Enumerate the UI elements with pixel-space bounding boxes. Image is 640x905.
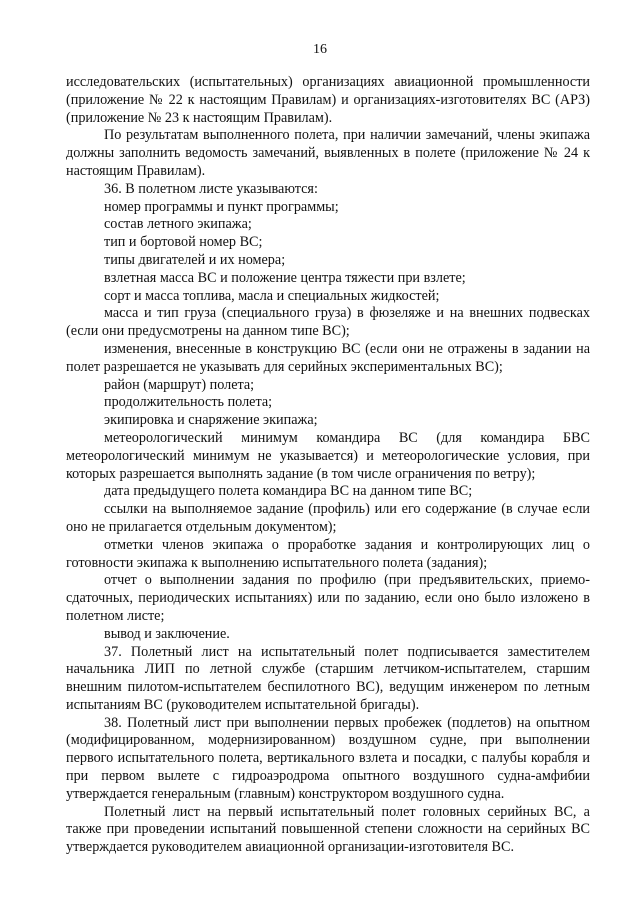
list-item: отметки членов экипажа о проработке задания и контролирующих лиц о готовности экипажа к выполнению испытательного полета (задания); [66, 536, 590, 571]
section-heading-36: 36. В полетном листе указываются: [104, 180, 318, 197]
list-item: экипировка и снаряжение экипажа; [104, 412, 318, 429]
list-item: типы двигателей и их номера; [104, 251, 286, 268]
list-item: взлетная масса ВС и положение центра тяжести при взлете; [104, 269, 466, 286]
list-item: сорт и масса топлива, масла и специальных жидкостей; [104, 287, 440, 304]
list-item: ссылки на выполняемое задание (профиль) или его содержание (в случае если оно не прилагается отдельным документом); [66, 501, 590, 535]
list-item: дата предыдущего полета командира ВС на данном типе ВС; [104, 483, 473, 500]
list-item: вывод и заключение. [104, 625, 230, 642]
list-item: отчет о выполнении задания по профилю (при предъявительских, приемо-сдаточных, периодических испытаниях) или по заданию, если оно было изложено в полетном листе; [66, 572, 590, 624]
list-item: район (маршрут) полета; [104, 376, 255, 393]
list-item: масса и тип груза (специального груза) в фюзеляже и на внешних подвесках (если они предусмотрены на данном типе ВС); [66, 305, 590, 340]
list-item: продолжительность полета; [104, 394, 273, 411]
list-item: состав летного экипажа; [104, 216, 252, 233]
list-item: изменения, внесенные в конструкцию ВС (если они не отражены в задании на полет разрешается не указывать для серийных экспериментальных ВС); [66, 340, 590, 375]
list-item: тип и бортовой номер ВС; [104, 234, 263, 251]
section-38: 38. Полетный лист при выполнении первых пробежек (подлетов) на опытном (модифицированном, модернизированном) воздушном судне, при выполнении первого испытательного полета, вертикального взлета и посадки, с палубы корабля и при первом вылете с гидроаэродрома опытного воздушного судна-амфибии утверждается генеральным (главным) конструктором воздушного судна. [66, 714, 590, 802]
paragraph: исследовательских (испытательных) организациях авиационной промышленности (приложение № 22 к настоящим Правилам) и организациях-изготовителях ВС (АРЗ) (приложение № 23 к настоящим Правилам). [66, 74, 590, 126]
paragraph: По результатам выполненного полета, при наличии замечаний, члены экипажа должны заполнить ведомость замечаний, выявленных в полете (приложение № 24 к настоящим Правилам). [66, 127, 590, 179]
list-item: номер программы и пункт программы; [104, 198, 339, 215]
list-item: метеорологический минимум командира ВС (для командира БВС метеорологический минимум не указывается) и метеорологические условия, при которых разрешается выполнять задание (в том числе ограничения по ветру); [66, 429, 590, 482]
paragraph: Полетный лист на первый испытательный полет головных серийных ВС, а также при проведении испытаний повышенной степени сложности на серийных ВС утверждается руководителем авиационной организации-изготовителя ВС. [66, 803, 590, 856]
page-number: 16 [313, 42, 327, 57]
section-37: 37. Полетный лист на испытательный полет подписывается заместителем начальника ЛИП по летной службе (старшим летчиком-испытателем, старшим внешним пилотом-испытателем беспилотного ВС), ведущим инженером по летным испытаниям ВС (руководителем испытательной бригады). [66, 643, 590, 713]
document-body [66, 74, 590, 857]
